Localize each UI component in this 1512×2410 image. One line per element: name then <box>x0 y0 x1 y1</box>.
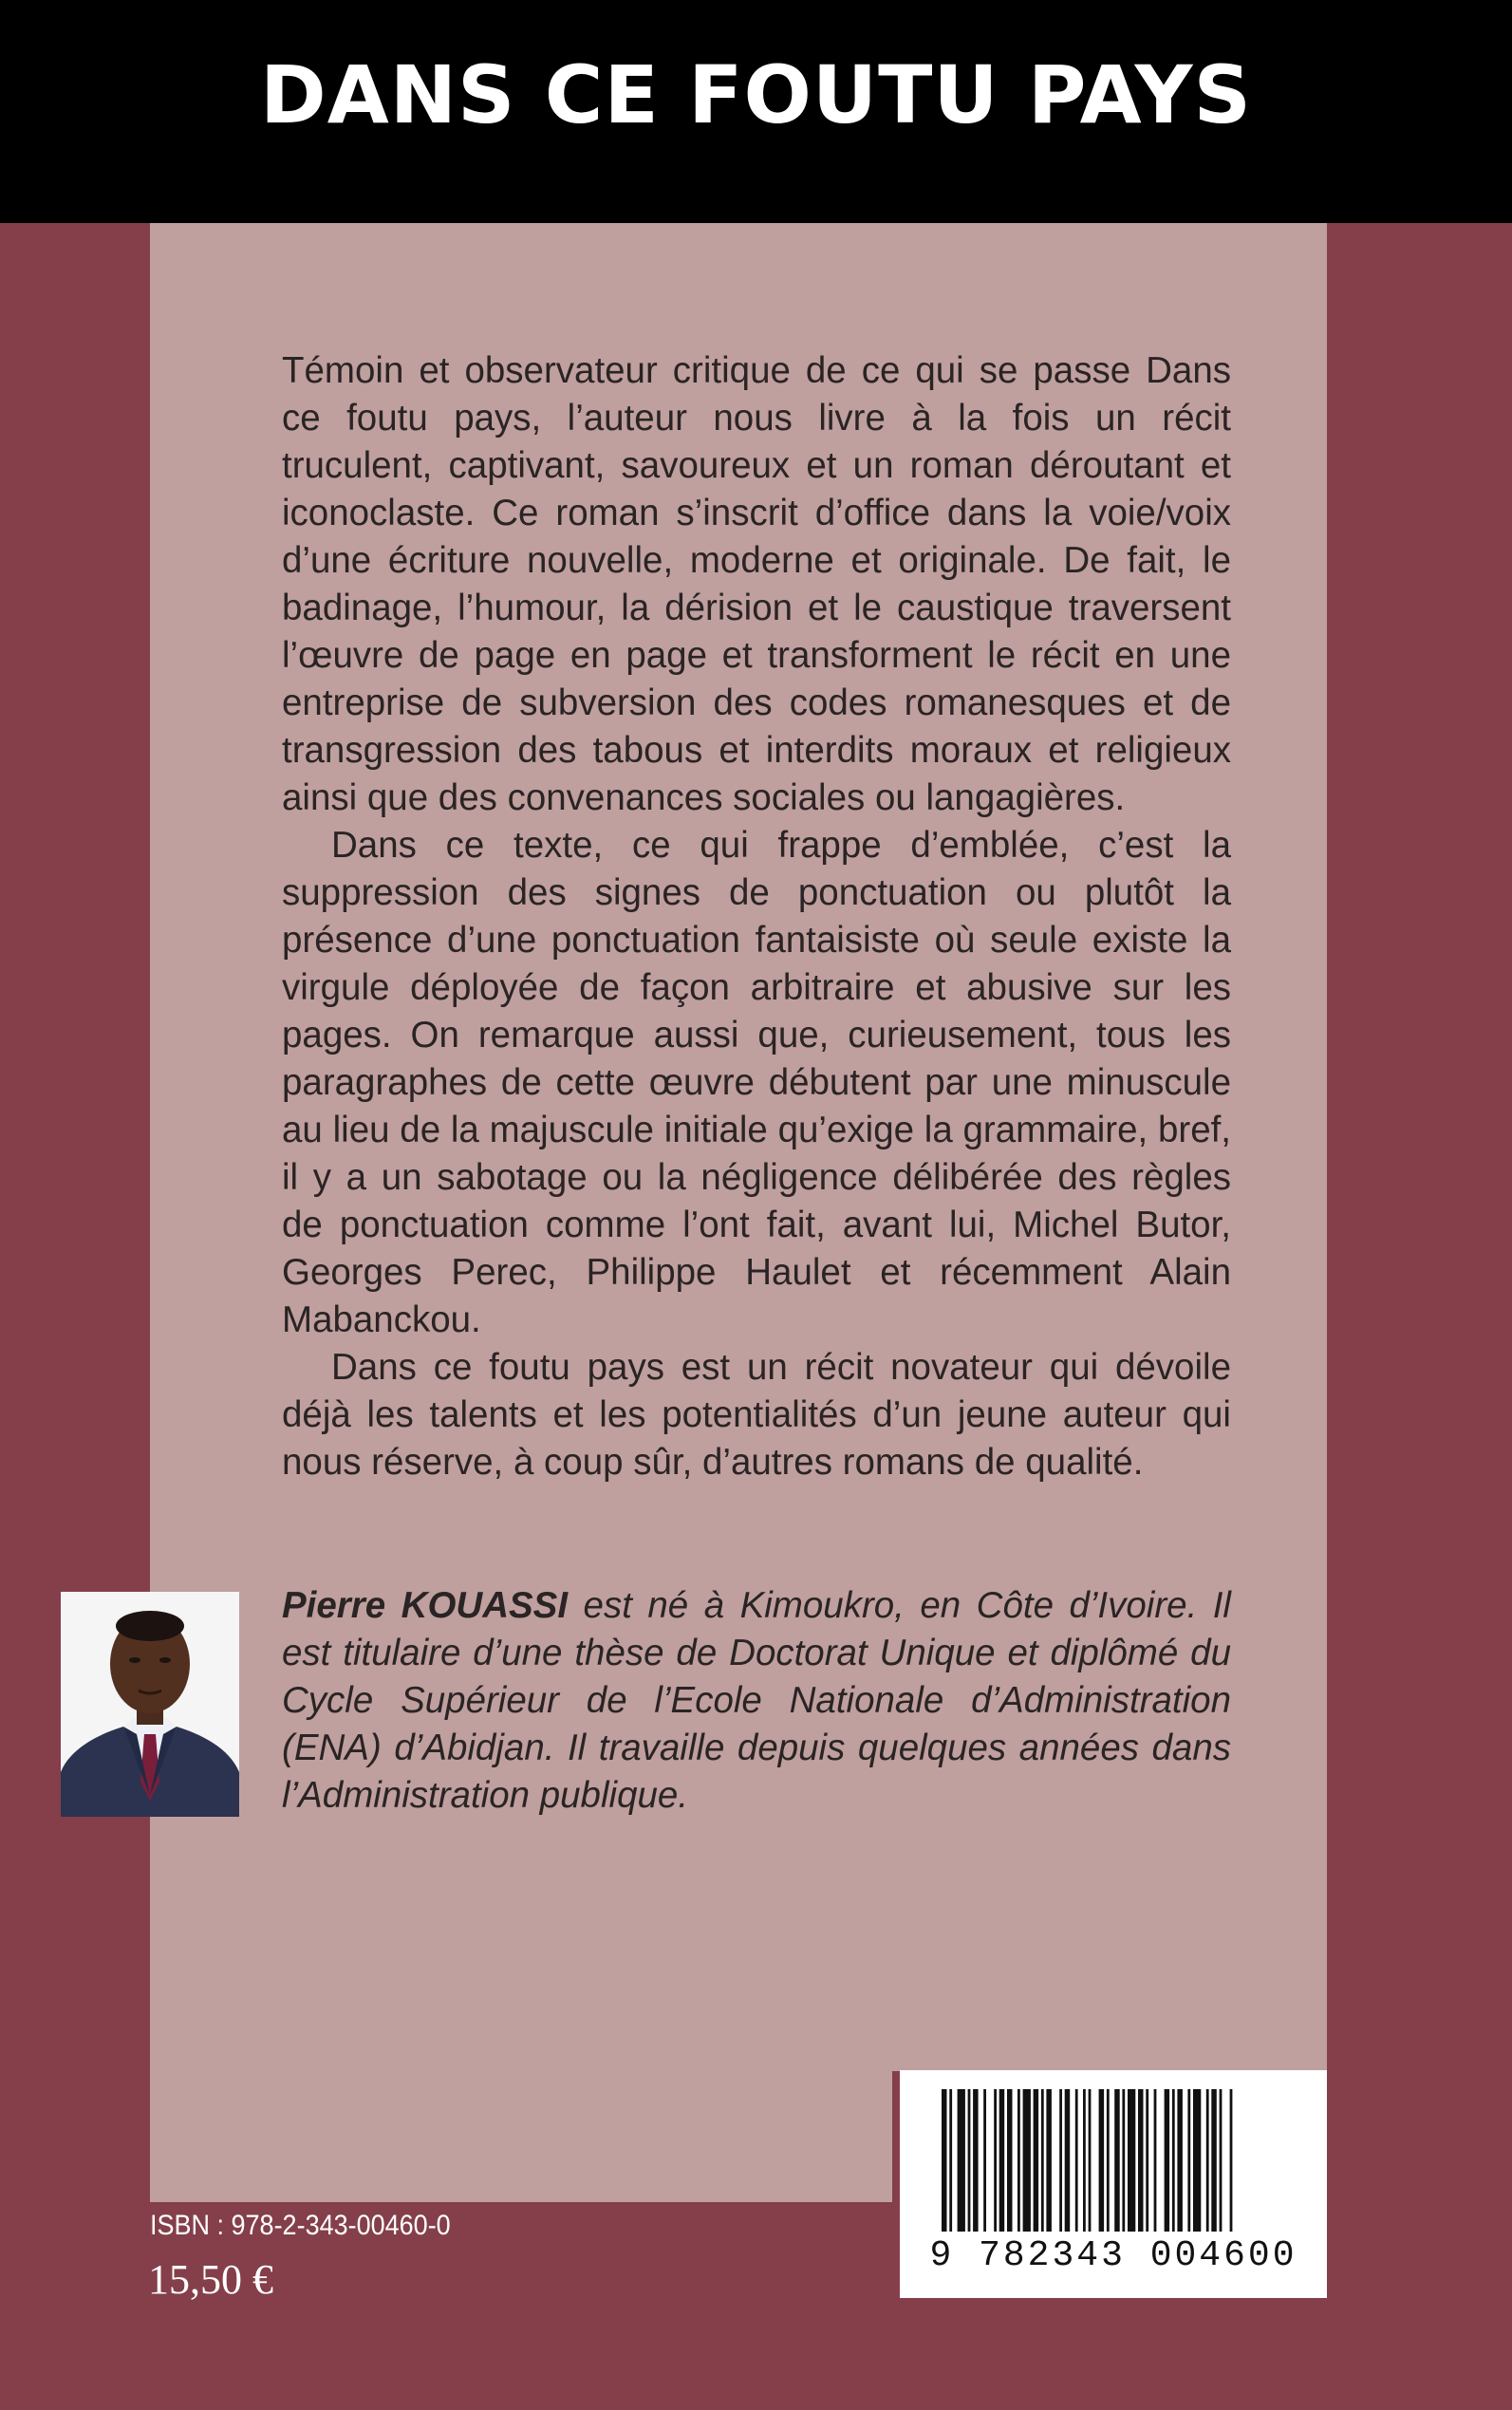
barcode-bar <box>968 2089 971 2232</box>
author-photo <box>61 1592 239 1817</box>
price-label: 15,50 € <box>148 2256 273 2303</box>
barcode-bar <box>1089 2089 1092 2232</box>
barcode-bar <box>1211 2089 1217 2232</box>
barcode-bar <box>1154 2089 1157 2232</box>
barcode-bar <box>1193 2089 1201 2232</box>
barcode-bar <box>1041 2089 1044 2232</box>
book-title: DANS CE FOUTU PAYS <box>260 48 1252 141</box>
author-bio <box>282 1582 1231 1820</box>
author-bio-text: est né à Kimoukro, en Côte d’Ivoire. Il est titulaire d’une thèse de Doctorat Unique et diplômé du Cycle Supérieur de l’Ecole Nationale d’Administration (ENA) d’Abidjan. Il travaille depuis quelques années dans l’Administration publique. <box>282 1585 1231 1816</box>
barcode-bar <box>942 2089 947 2232</box>
blurb-paragraph: Dans ce foutu pays est un récit novateur qui dévoile déjà les talents et les potentialités d’un jeune auteur qui nous réserve, à coup sûr, d’autres romans de qualité. <box>282 1347 1231 1483</box>
barcode-bar <box>1114 2089 1120 2232</box>
barcode-bar <box>983 2089 986 2232</box>
barcode-bar <box>949 2089 952 2232</box>
barcode-bar <box>1007 2089 1013 2232</box>
barcode-bar <box>1023 2089 1031 2232</box>
barcode-bar <box>1065 2089 1071 2232</box>
back-cover-blurb <box>282 347 1231 1486</box>
barcode-bar <box>1220 2089 1223 2232</box>
author-name: Pierre KOUASSI <box>282 1585 569 1626</box>
barcode-bar <box>1146 2089 1148 2232</box>
barcode-bar <box>1187 2089 1190 2232</box>
barcode-bar <box>1230 2089 1233 2232</box>
barcode-bar <box>1034 2089 1039 2232</box>
barcode-bar <box>1172 2089 1175 2232</box>
barcode-bar <box>1206 2089 1209 2232</box>
barcode-bar <box>1107 2089 1110 2232</box>
barcode-bar <box>999 2089 1005 2232</box>
barcode-bar <box>1099 2089 1105 2232</box>
blurb-paragraph: Témoin et observateur critique de ce qui se passe Dans ce foutu pays, l’auteur nous livre à la fois un récit truculent, captivant, savoureux et un roman déroutant et iconoclaste. Ce roman s’inscrit d’office dans la voie/voix d’une écriture nouvelle, moderne et originale. De fait, le badinage, l’humour, la dérision et le caustique traversent l’œuvre de page en page et transforment le récit en une entreprise de subversion des codes romanesques et de transgression des tabous et interdits moraux et religieux ainsi que des convenances sociales ou langagières. <box>282 350 1231 818</box>
barcode-bar <box>994 2089 997 2232</box>
barcode-bar <box>973 2089 979 2232</box>
barcode-bar <box>1075 2089 1078 2232</box>
barcode-bar <box>1128 2089 1135 2232</box>
isbn-label: ISBN : 978-2-343-00460-0 <box>150 2210 451 2241</box>
barcode-bar <box>1165 2089 1170 2232</box>
barcode <box>900 2070 1327 2298</box>
barcode-bar <box>1046 2089 1052 2232</box>
barcode-digits: 9 782343 004600 <box>929 2235 1297 2276</box>
text-panel-bottom <box>150 2071 892 2202</box>
blurb-paragraph: Dans ce texte, ce qui frappe d’emblée, c’est la suppression des signes de ponctuation ou plutôt la présence d’une ponctuation fantaisiste où seule existe la virgule déployée de façon arbitraire et abusive sur les pages. On remarque aussi que, curieusement, tous les paragraphes de cette œuvre débutent par une minuscule au lieu de la majuscule initiale qu’exige la grammaire, bref, il y a un sabotage ou la négligence délibérée des règles de ponctuation comme l’ont fait, avant lui, Michel Butor, Georges Perec, Philippe Haulet et récemment Alain Mabanckou. <box>282 825 1231 1340</box>
barcode-bar <box>958 2089 965 2232</box>
barcode-bar <box>1122 2089 1125 2232</box>
barcode-bar <box>1017 2089 1020 2232</box>
barcode-bar <box>1138 2089 1144 2232</box>
barcode-bar <box>1177 2089 1183 2232</box>
author-portrait-image <box>61 1592 239 1817</box>
barcode-bar <box>1059 2089 1062 2232</box>
barcode-bar <box>1083 2089 1086 2232</box>
